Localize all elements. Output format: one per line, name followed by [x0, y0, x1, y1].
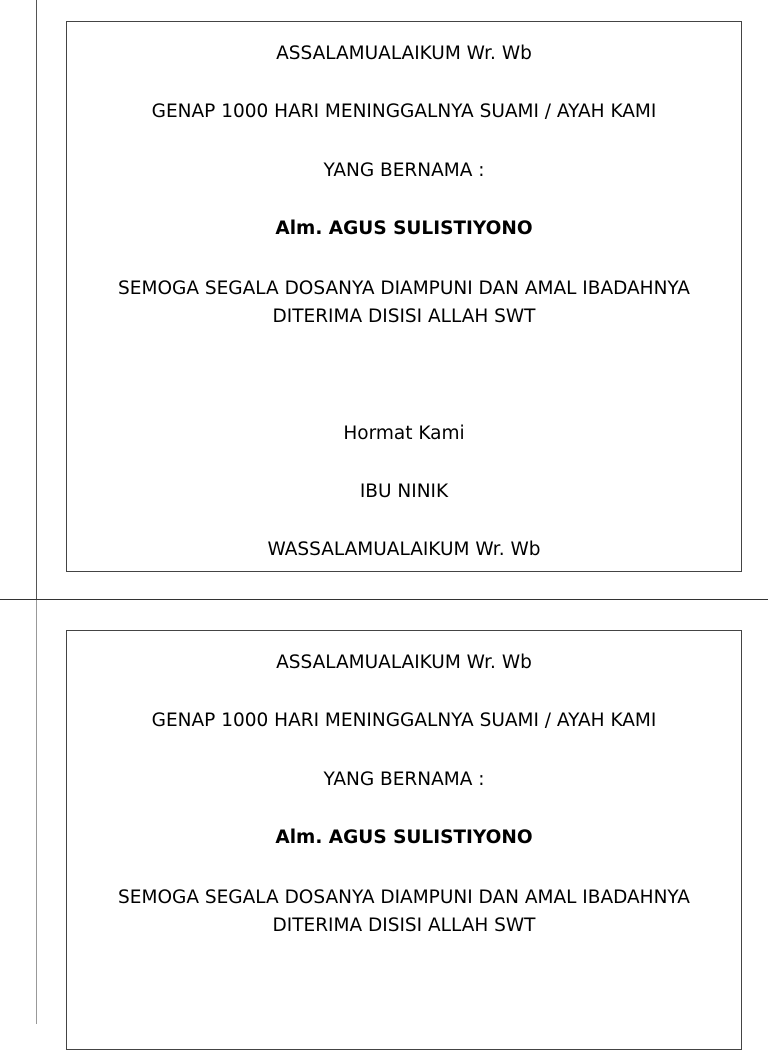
deceased-name: Alm. AGUS SULISTIYONO [275, 218, 533, 239]
regards-text: Hormat Kami [343, 423, 465, 444]
vertical-cut-line-lower [36, 600, 37, 1024]
signatory-name: IBU NINIK [359, 481, 449, 502]
memorial-card [66, 21, 742, 572]
prayer-line-2: DITERIMA DISISI ALLAH SWT [272, 306, 536, 327]
greeting-text: ASSALAMUALAIKUM Wr. Wb [276, 43, 532, 64]
memorial-card [66, 630, 742, 1050]
prayer-line-1: SEMOGA SEGALA DOSANYA DIAMPUNI DAN AMAL IBADAHNYA [118, 278, 690, 299]
prayer-line-1: SEMOGA SEGALA DOSANYA DIAMPUNI DAN AMAL IBADAHNYA [118, 887, 690, 908]
vertical-cut-line [36, 0, 37, 600]
prayer-text [67, 884, 741, 940]
horizontal-cut-line [0, 599, 768, 600]
occasion-text: GENAP 1000 HARI MENINGGALNYA SUAMI / AYAH KAMI [151, 101, 657, 122]
name-label: YANG BERNAMA : [323, 769, 485, 790]
prayer-line-2: DITERIMA DISISI ALLAH SWT [272, 915, 536, 936]
prayer-text [67, 275, 741, 331]
occasion-text: GENAP 1000 HARI MENINGGALNYA SUAMI / AYAH KAMI [151, 710, 657, 731]
greeting-text: ASSALAMUALAIKUM Wr. Wb [276, 652, 532, 673]
name-label: YANG BERNAMA : [323, 160, 485, 181]
deceased-name: Alm. AGUS SULISTIYONO [275, 827, 533, 848]
closing-text: WASSALAMUALAIKUM Wr. Wb [267, 539, 541, 560]
